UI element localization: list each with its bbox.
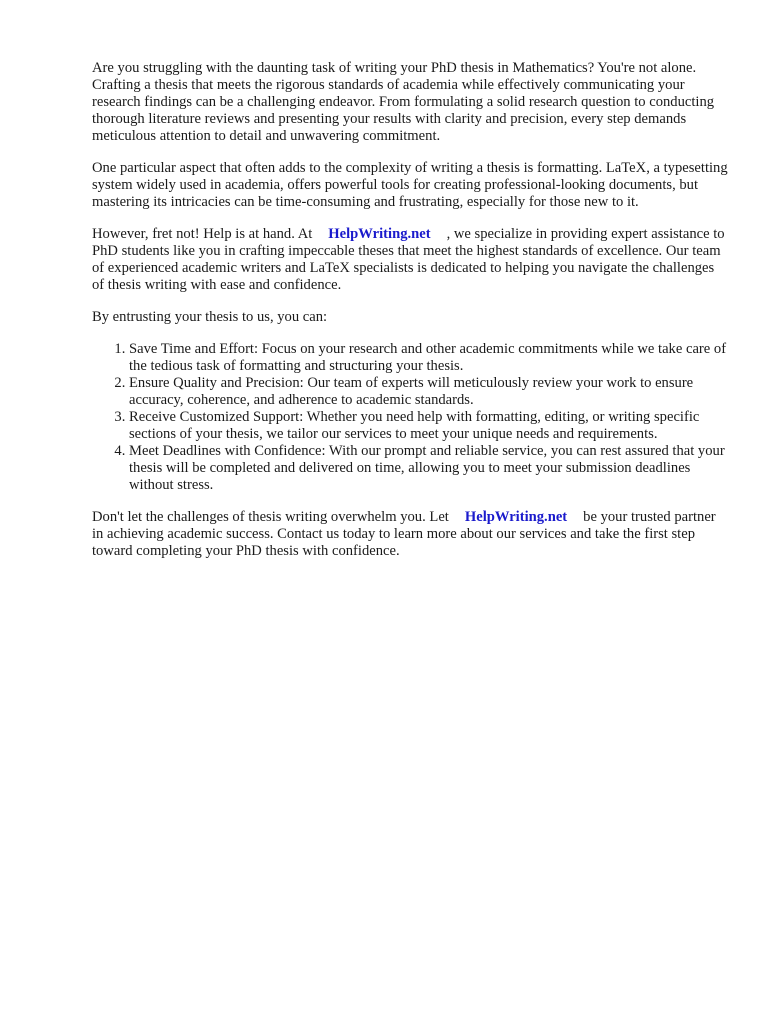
- closing-paragraph-text-after: be your trusted partner in achieving academic success. Contact us today to learn more about our services and take the first step toward completing your PhD thesis with confidence.: [92, 509, 716, 559]
- list-item: 4. Meet Deadlines with Confidence: With our prompt and reliable service, you can rest assured that your thesis will be completed and delivered on time, allowing you to meet your submission deadlines without stress.: [129, 443, 728, 494]
- closing-paragraph-text-before: Don't let the challenges of thesis writing overwhelm you. Let: [92, 509, 449, 525]
- help-paragraph-text-before: However, fret not! Help is at hand. At: [92, 226, 313, 242]
- closing-paragraph: [92, 509, 728, 560]
- intro-paragraph: Are you struggling with the daunting task of writing your PhD thesis in Mathematics? You're not alone. Crafting a thesis that meets the rigorous standards of academia while effectively communicating your research findings can be a challenging endeavor. From formulating a solid research question to conducting thorough literature reviews and presenting your results with clarity and precision, every step demands meticulous attention to detail and unwavering commitment.: [92, 60, 715, 144]
- list-item: 3. Receive Customized Support: Whether you need help with formatting, editing, or writing specific sections of your thesis, we tailor our services to meet your unique needs and requirements.: [129, 409, 728, 443]
- helpwriting-link[interactable]: HelpWriting.net: [328, 226, 431, 242]
- help-paragraph-text-after: , we specialize in providing expert assistance to PhD students like you in crafting impeccable theses that meet the highest standards of excellence. Our team of experienced academic writers and LaTeX specialists is dedicated to helping you navigate the challenges of thesis writing with ease and confidence.: [92, 226, 725, 293]
- list-item: 2. Ensure Quality and Precision: Our team of experts will meticulously review your work to ensure accuracy, coherence, and adherence to academic standards.: [129, 375, 728, 409]
- benefits-list: [92, 341, 728, 494]
- entrust-paragraph: By entrusting your thesis to us, you can:: [92, 309, 328, 325]
- list-item: 1. Save Time and Effort: Focus on your research and other academic commitments while we take care of the tedious task of formatting and structuring your thesis.: [129, 341, 728, 375]
- document-page: [92, 60, 728, 575]
- formatting-paragraph: One particular aspect that often adds to the complexity of writing a thesis is formatting. LaTeX, a typesetting system widely used in academia, offers powerful tools for creating professional-looking documents, but mastering its intricacies can be time-consuming and frustrating, especially for those new to it.: [92, 160, 728, 210]
- helpwriting-link[interactable]: HelpWriting.net: [464, 509, 568, 525]
- help-paragraph: [92, 226, 728, 294]
